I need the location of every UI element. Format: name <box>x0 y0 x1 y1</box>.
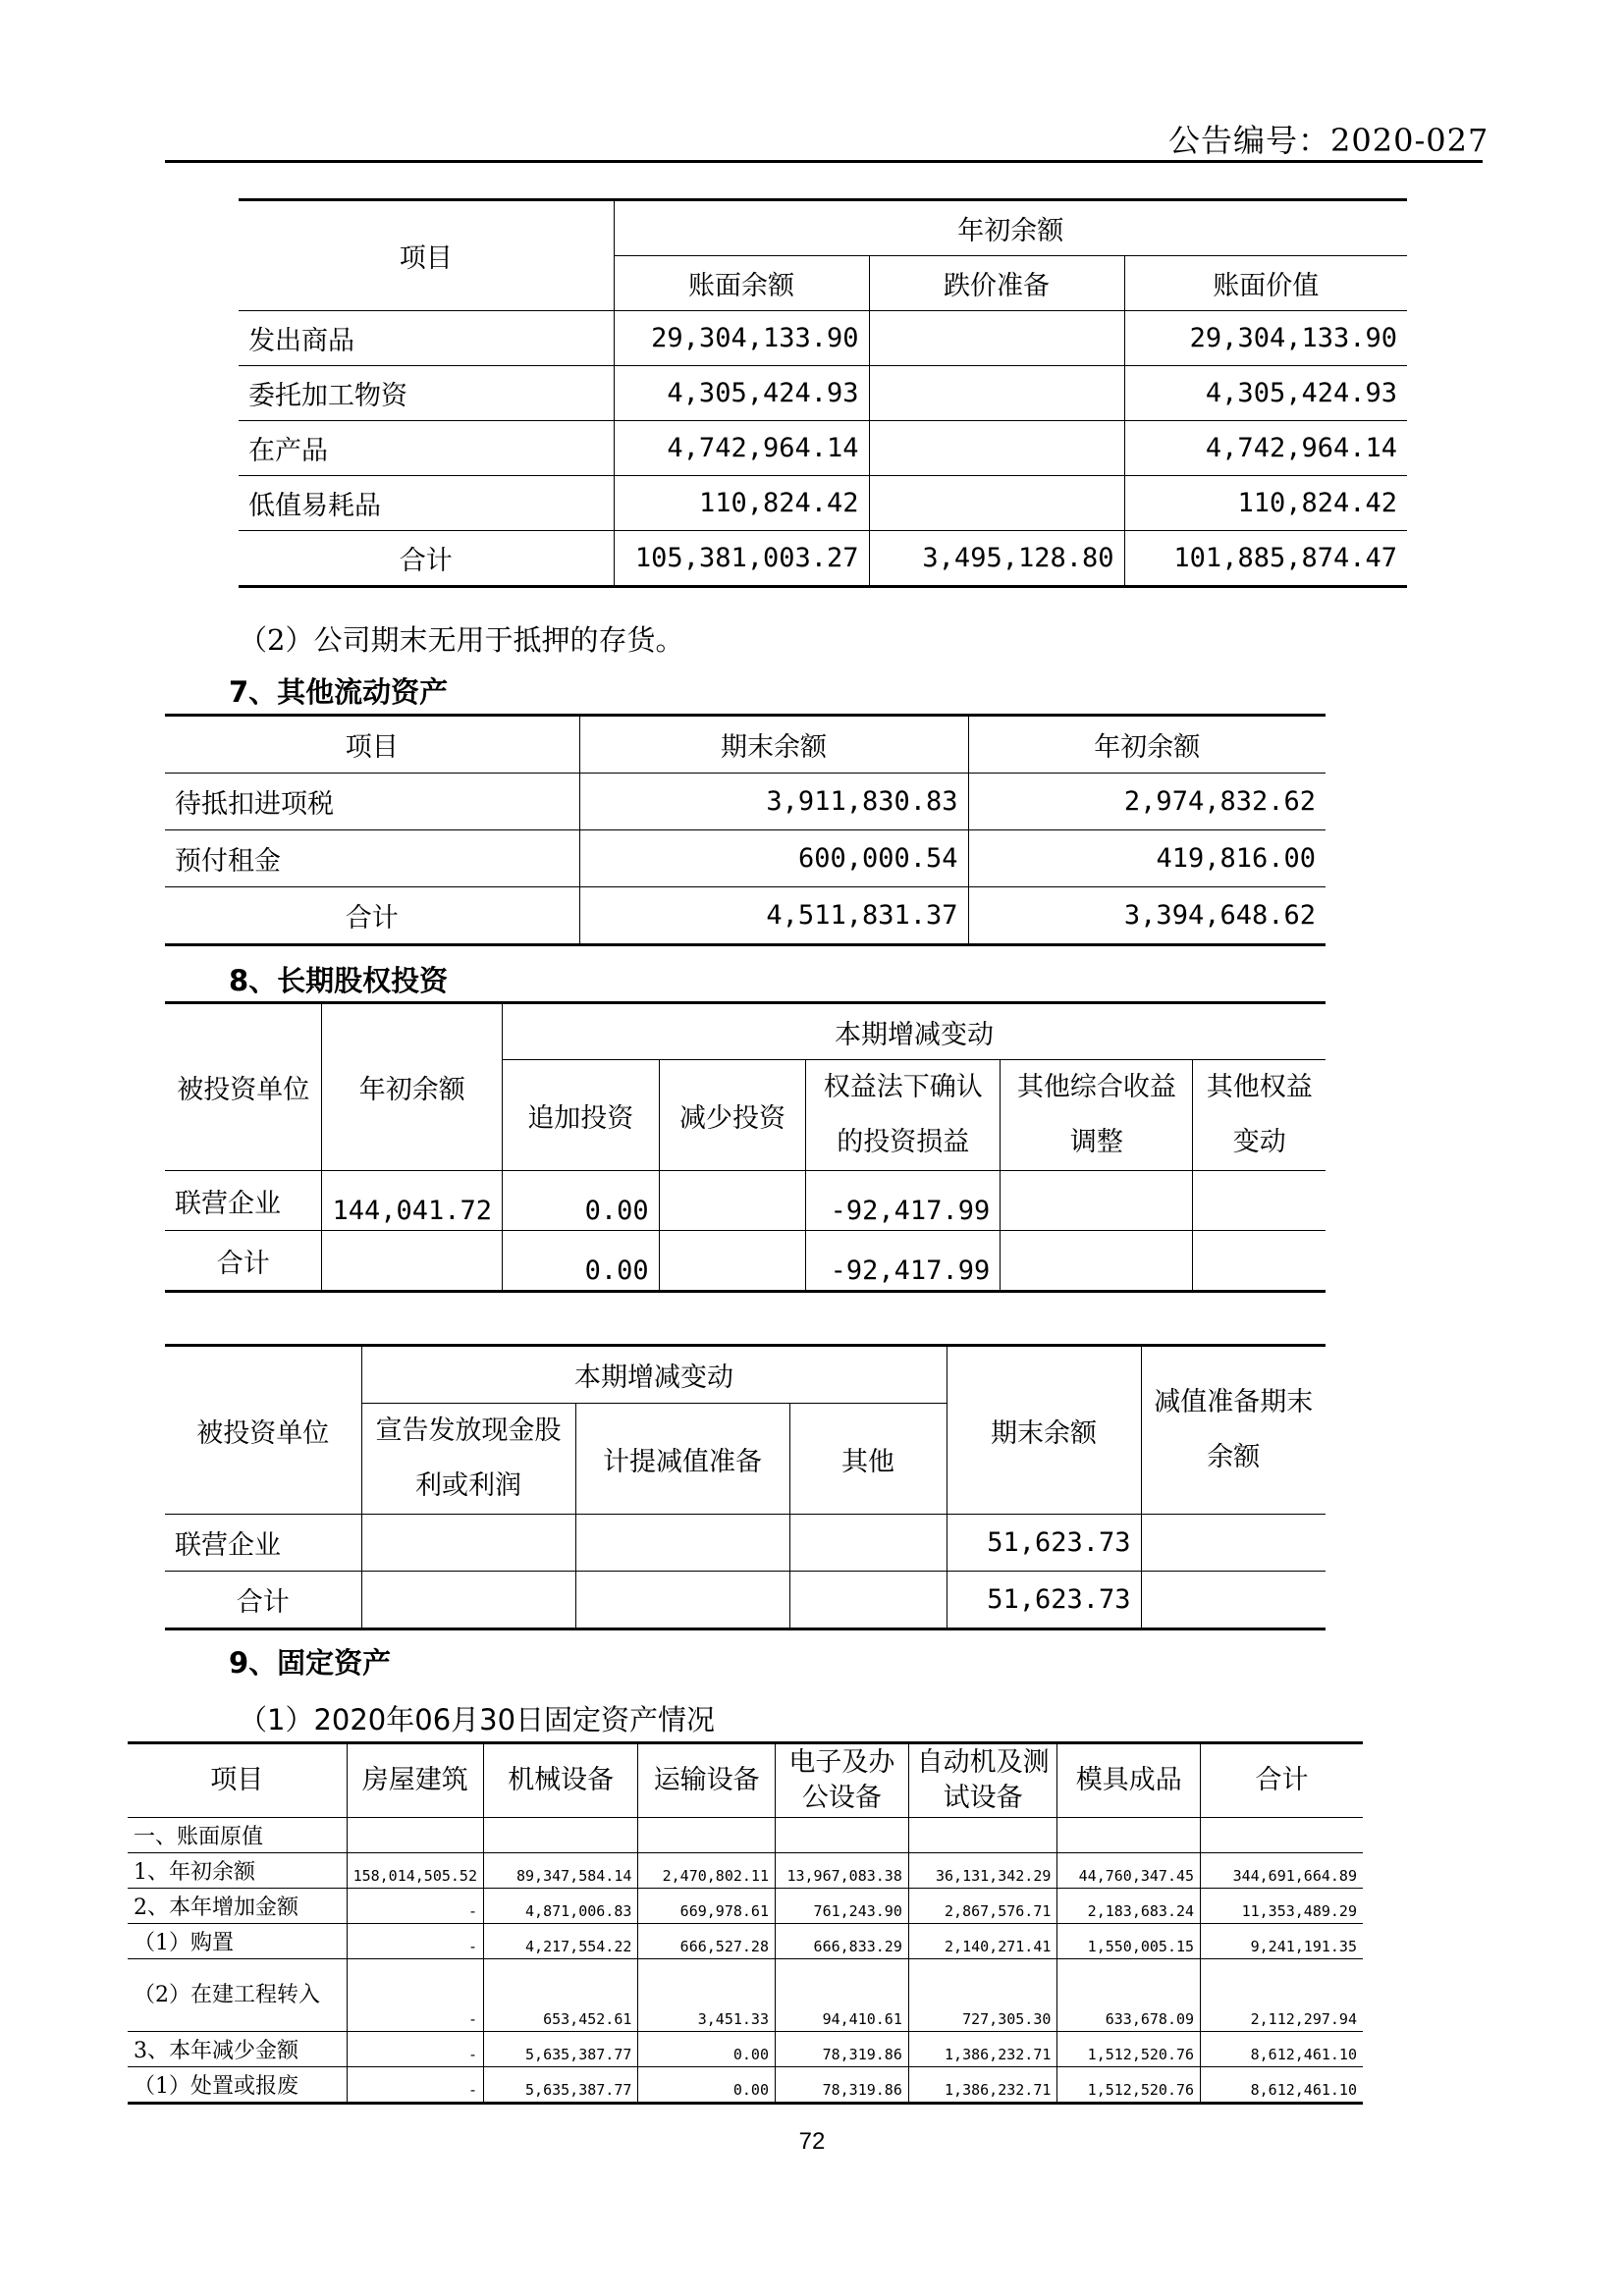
cell-value: - <box>347 1889 483 1924</box>
section-title: 7、其他流动资产 <box>229 675 449 709</box>
other-current-assets-table <box>165 714 1326 946</box>
cell-value: 633,678.09 <box>1057 1959 1201 2032</box>
cell-add: 0.00 <box>503 1171 660 1231</box>
table-row <box>165 830 1326 887</box>
cell-investee: 联营企业 <box>165 1171 322 1231</box>
lt-equity-investment-table-1 <box>165 1001 1326 1293</box>
cell-impairment <box>869 366 1124 421</box>
col-header-electronics: 电子及办公设备 <box>775 1743 908 1818</box>
table-row <box>128 2032 1363 2067</box>
cell-label: 一、账面原值 <box>128 1818 347 1853</box>
group-header-begin-balance: 年初余额 <box>614 200 1407 256</box>
cell-value: 344,691,664.89 <box>1201 1853 1363 1889</box>
cell-value: 11,353,489.29 <box>1201 1889 1363 1924</box>
cell-value: 158,014,505.52 <box>347 1853 483 1889</box>
cell-value: 4,871,006.83 <box>484 1889 638 1924</box>
header-rule <box>165 160 1483 163</box>
table-header-row <box>239 200 1407 256</box>
table-row <box>239 421 1407 476</box>
cell-item: 低值易耗品 <box>239 476 614 531</box>
cell-value: 5,635,387.77 <box>484 2032 638 2067</box>
col-header-add-investment: 追加投资 <box>503 1060 660 1171</box>
cell-value: 1,512,520.76 <box>1057 2067 1201 2104</box>
table-row <box>128 2067 1363 2104</box>
cell-value: 666,833.29 <box>775 1924 908 1959</box>
lt-equity-investment-table-2 <box>165 1344 1326 1630</box>
col-header-other: 其他 <box>789 1404 947 1515</box>
cell-label: （1）处置或报废 <box>128 2067 347 2104</box>
cell-value: 13,967,083.38 <box>775 1853 908 1889</box>
cell-book-value: 110,824.42 <box>1124 476 1407 531</box>
cell-end: 3,911,830.83 <box>579 774 968 830</box>
cell-book-balance: 29,304,133.90 <box>614 311 869 366</box>
cell-value: 1,550,005.15 <box>1057 1924 1201 1959</box>
section-subtitle: （1）2020年06月30日固定资产情况 <box>239 1703 716 1736</box>
cell-impairment <box>575 1515 789 1572</box>
cell-value: 44,760,347.45 <box>1057 1853 1201 1889</box>
cell-add: 0.00 <box>503 1231 660 1292</box>
cell-value: 2,140,271.41 <box>908 1924 1057 1959</box>
col-header-molds: 模具成品 <box>1057 1743 1201 1818</box>
cell-begin: 144,041.72 <box>322 1171 503 1231</box>
inventory-note: （2）公司期末无用于抵押的存货。 <box>239 623 684 657</box>
cell-begin <box>322 1231 503 1292</box>
cell-impairment <box>575 1572 789 1629</box>
cell-equity-gain: -92,417.99 <box>806 1231 1001 1292</box>
cell-reduce <box>659 1231 806 1292</box>
cell-value: 8,612,461.10 <box>1201 2032 1363 2067</box>
cell-reduce <box>659 1171 806 1231</box>
cell-value <box>908 1818 1057 1853</box>
cell-value: 0.00 <box>638 2067 776 2104</box>
table-row <box>165 1515 1326 1572</box>
cell-end: 600,000.54 <box>579 830 968 887</box>
col-header-investee: 被投资单位 <box>165 1003 322 1171</box>
cell-item: 预付租金 <box>165 830 579 887</box>
cell-impairment-end <box>1141 1572 1326 1629</box>
cell-dividend <box>361 1515 575 1572</box>
col-header-total: 合计 <box>1201 1743 1363 1818</box>
cell-value <box>484 1818 638 1853</box>
col-header-book-value: 账面价值 <box>1124 256 1407 311</box>
cell-impairment <box>869 421 1124 476</box>
cell-value: 669,978.61 <box>638 1889 776 1924</box>
cell-value: - <box>347 1959 483 2032</box>
cell-book-value: 4,742,964.14 <box>1124 421 1407 476</box>
cell-book-value: 29,304,133.90 <box>1124 311 1407 366</box>
section-title: 8、长期股权投资 <box>229 964 449 997</box>
table-total-row <box>165 887 1326 945</box>
cell-end: 51,623.73 <box>947 1515 1141 1572</box>
cell-label: 2、本年增加金额 <box>128 1889 347 1924</box>
cell-end: 51,623.73 <box>947 1572 1141 1629</box>
cell-other <box>789 1572 947 1629</box>
cell-value <box>775 1818 908 1853</box>
cell-value: 3,451.33 <box>638 1959 776 2032</box>
cell-book-balance: 4,742,964.14 <box>614 421 869 476</box>
inventory-table <box>239 198 1407 588</box>
cell-value: - <box>347 1924 483 1959</box>
cell-impairment: 3,495,128.80 <box>869 531 1124 587</box>
cell-other-equity <box>1193 1171 1326 1231</box>
cell-value: 4,217,554.22 <box>484 1924 638 1959</box>
col-header-item: 项目 <box>165 716 579 774</box>
col-header-impairment-end: 减值准备期末余额 <box>1141 1346 1326 1515</box>
cell-value: 2,112,297.94 <box>1201 1959 1363 2032</box>
cell-value: 94,410.61 <box>775 1959 908 2032</box>
col-header-begin-balance: 年初余额 <box>322 1003 503 1171</box>
cell-value: - <box>347 2067 483 2104</box>
cell-value: 2,470,802.11 <box>638 1853 776 1889</box>
cell-value: 653,452.61 <box>484 1959 638 2032</box>
announcement-number: 公告编号：2020-027 <box>1168 122 1489 159</box>
cell-book-value: 4,305,424.93 <box>1124 366 1407 421</box>
cell-value <box>638 1818 776 1853</box>
cell-value: 9,241,191.35 <box>1201 1924 1363 1959</box>
table-total-row <box>165 1572 1326 1629</box>
col-header-impairment: 跌价准备 <box>869 256 1124 311</box>
table-row <box>165 1171 1326 1231</box>
table-row <box>128 1889 1363 1924</box>
table-row <box>128 1924 1363 1959</box>
cell-value: 78,319.86 <box>775 2067 908 2104</box>
cell-value: 727,305.30 <box>908 1959 1057 2032</box>
cell-value: 2,867,576.71 <box>908 1889 1057 1924</box>
cell-item: 委托加工物资 <box>239 366 614 421</box>
cell-impairment-end <box>1141 1515 1326 1572</box>
cell-label: 1、年初余额 <box>128 1853 347 1889</box>
cell-value <box>1201 1818 1363 1853</box>
table-row <box>239 476 1407 531</box>
cell-book-value: 101,885,874.47 <box>1124 531 1407 587</box>
cell-dividend <box>361 1572 575 1629</box>
cell-value: 8,612,461.10 <box>1201 2067 1363 2104</box>
col-header-dividend: 宣告发放现金股利或利润 <box>361 1404 575 1515</box>
col-header-other-equity: 其他权益变动 <box>1193 1060 1326 1171</box>
cell-value: 1,512,520.76 <box>1057 2032 1201 2067</box>
cell-item: 发出商品 <box>239 311 614 366</box>
page-number: 72 <box>798 2128 826 2155</box>
table-row <box>165 774 1326 830</box>
cell-label: （1）购置 <box>128 1924 347 1959</box>
cell-label: 3、本年减少金额 <box>128 2032 347 2067</box>
col-header-oci: 其他综合收益调整 <box>1001 1060 1193 1171</box>
cell-oci <box>1001 1171 1193 1231</box>
cell-label: （2）在建工程转入 <box>128 1959 347 2032</box>
cell-equity-gain: -92,417.99 <box>806 1171 1001 1231</box>
table-total-row <box>239 531 1407 587</box>
cell-value: 5,635,387.77 <box>484 2067 638 2104</box>
cell-investee: 合计 <box>165 1572 361 1629</box>
col-header-transport: 运输设备 <box>638 1743 776 1818</box>
cell-impairment <box>869 476 1124 531</box>
col-header-impairment-provision: 计提减值准备 <box>575 1404 789 1515</box>
col-header-automation: 自动机及测试设备 <box>908 1743 1057 1818</box>
cell-value <box>347 1818 483 1853</box>
cell-value: 761,243.90 <box>775 1889 908 1924</box>
table-total-row <box>165 1231 1326 1292</box>
cell-investee: 联营企业 <box>165 1515 361 1572</box>
col-header-end-balance: 期末余额 <box>947 1346 1141 1515</box>
cell-begin: 419,816.00 <box>968 830 1326 887</box>
col-header-buildings: 房屋建筑 <box>347 1743 483 1818</box>
col-header-end-balance: 期末余额 <box>579 716 968 774</box>
col-header-reduce-investment: 减少投资 <box>659 1060 806 1171</box>
cell-begin: 2,974,832.62 <box>968 774 1326 830</box>
table-row <box>128 1959 1363 2032</box>
cell-book-balance: 110,824.42 <box>614 476 869 531</box>
cell-impairment <box>869 311 1124 366</box>
cell-book-balance: 4,305,424.93 <box>614 366 869 421</box>
cell-item: 合计 <box>165 887 579 945</box>
cell-value: 1,386,232.71 <box>908 2067 1057 2104</box>
cell-other <box>789 1515 947 1572</box>
table-header-row <box>128 1743 1363 1818</box>
cell-value <box>1057 1818 1201 1853</box>
cell-value: 0.00 <box>638 2032 776 2067</box>
col-header-equity-gain: 权益法下确认的投资损益 <box>806 1060 1001 1171</box>
fixed-assets-table <box>128 1741 1363 2105</box>
table-row <box>239 311 1407 366</box>
col-header-book-balance: 账面余额 <box>614 256 869 311</box>
table-row <box>239 366 1407 421</box>
table-header-row <box>165 1003 1326 1060</box>
section-title: 9、固定资产 <box>229 1646 392 1680</box>
group-header-changes: 本期增减变动 <box>361 1346 947 1404</box>
group-header-changes: 本期增减变动 <box>503 1003 1326 1060</box>
table-row <box>128 1818 1363 1853</box>
cell-value: - <box>347 2032 483 2067</box>
cell-book-balance: 105,381,003.27 <box>614 531 869 587</box>
table-row <box>128 1853 1363 1889</box>
cell-value: 666,527.28 <box>638 1924 776 1959</box>
cell-end: 4,511,831.37 <box>579 887 968 945</box>
cell-oci <box>1001 1231 1193 1292</box>
cell-investee: 合计 <box>165 1231 322 1292</box>
col-header-begin-balance: 年初余额 <box>968 716 1326 774</box>
col-header-item: 项目 <box>128 1743 347 1818</box>
cell-begin: 3,394,648.62 <box>968 887 1326 945</box>
cell-item: 合计 <box>239 531 614 587</box>
cell-value: 2,183,683.24 <box>1057 1889 1201 1924</box>
col-header-machinery: 机械设备 <box>484 1743 638 1818</box>
cell-other-equity <box>1193 1231 1326 1292</box>
col-header-investee: 被投资单位 <box>165 1346 361 1515</box>
table-header-row <box>165 716 1326 774</box>
cell-value: 89,347,584.14 <box>484 1853 638 1889</box>
cell-value: 1,386,232.71 <box>908 2032 1057 2067</box>
cell-item: 待抵扣进项税 <box>165 774 579 830</box>
cell-item: 在产品 <box>239 421 614 476</box>
cell-value: 78,319.86 <box>775 2032 908 2067</box>
cell-value: 36,131,342.29 <box>908 1853 1057 1889</box>
col-header-item: 项目 <box>239 200 614 311</box>
table-header-row <box>165 1346 1326 1404</box>
